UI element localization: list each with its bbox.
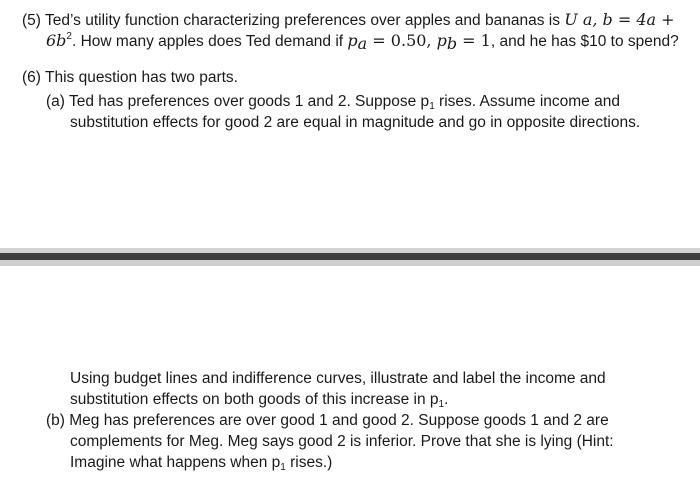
- q6-intro-line: [22, 68, 238, 88]
- q5-pb-symbol: p: [436, 31, 447, 50]
- q5-line-2: [46, 31, 679, 52]
- q6a-label: (a): [46, 93, 65, 110]
- q5-line-1: [22, 10, 675, 31]
- q6b-subscript: 1: [280, 462, 286, 473]
- q6a-cont-text-1: Using budget lines and indifference curves, illustrate and label the income and: [70, 370, 606, 387]
- q5-pb-sub: b: [446, 34, 458, 53]
- q6b-line-1: [46, 411, 609, 431]
- q6a-line-2: [70, 113, 640, 133]
- q6b-text-3b: rises.): [285, 454, 333, 471]
- q6a-line-1: [46, 92, 620, 112]
- q6b-line-3: [70, 453, 332, 473]
- q6-intro: This question has two parts.: [44, 69, 238, 86]
- q5-question-end: , and he has $10 to spend?: [490, 33, 679, 50]
- q5-exponent: 2: [66, 31, 72, 42]
- q6a-subscript-1: 1: [429, 101, 435, 112]
- q6b-text-3: Imagine what happens when p: [70, 454, 281, 471]
- q6a-cont-subscript: 1: [438, 399, 445, 410]
- q5-pb-value: = 1: [457, 31, 491, 50]
- q6b-label: (b): [46, 412, 65, 429]
- q6a-cont-text-2: substitution effects on both goods of this increase in p: [70, 391, 439, 408]
- q6a-text-1b: rises. Assume income and: [434, 93, 620, 110]
- q5-text-1: Ted’s utility function characterizing preferences over apples and bananas is: [44, 12, 565, 29]
- q6a-text-1: Ted has preferences over goods 1 and 2. Suppose p: [68, 93, 430, 110]
- q5-pa-sub: a: [357, 34, 368, 53]
- q5-label: (5): [22, 12, 41, 29]
- q5-pa-value: = 0.50,: [367, 31, 437, 50]
- q6a-cont-period: .: [444, 391, 449, 408]
- q5-utility-term: 6b: [46, 31, 67, 50]
- q5-utility-function: U a, b = 4a +: [564, 10, 675, 29]
- q6a-text-2: substitution effects for good 2 are equal in magnitude and go in opposite directions.: [70, 114, 641, 131]
- q6a-cont-line-2: [70, 390, 448, 410]
- page-divider: [0, 248, 700, 266]
- q6b-text-2: complements for Meg. Meg says good 2 is inferior. Prove that she is lying (Hint:: [70, 433, 614, 450]
- q5-pa-symbol: p: [347, 31, 358, 50]
- q5-question-text: . How many apples does Ted demand if: [71, 33, 348, 50]
- q6a-cont-line-1: [70, 369, 606, 389]
- q6b-line-2: [70, 432, 614, 452]
- q6-label: (6): [22, 69, 41, 86]
- q6b-text-1: Meg has preferences are over good 1 and good 2. Suppose goods 1 and 2 are: [69, 412, 609, 429]
